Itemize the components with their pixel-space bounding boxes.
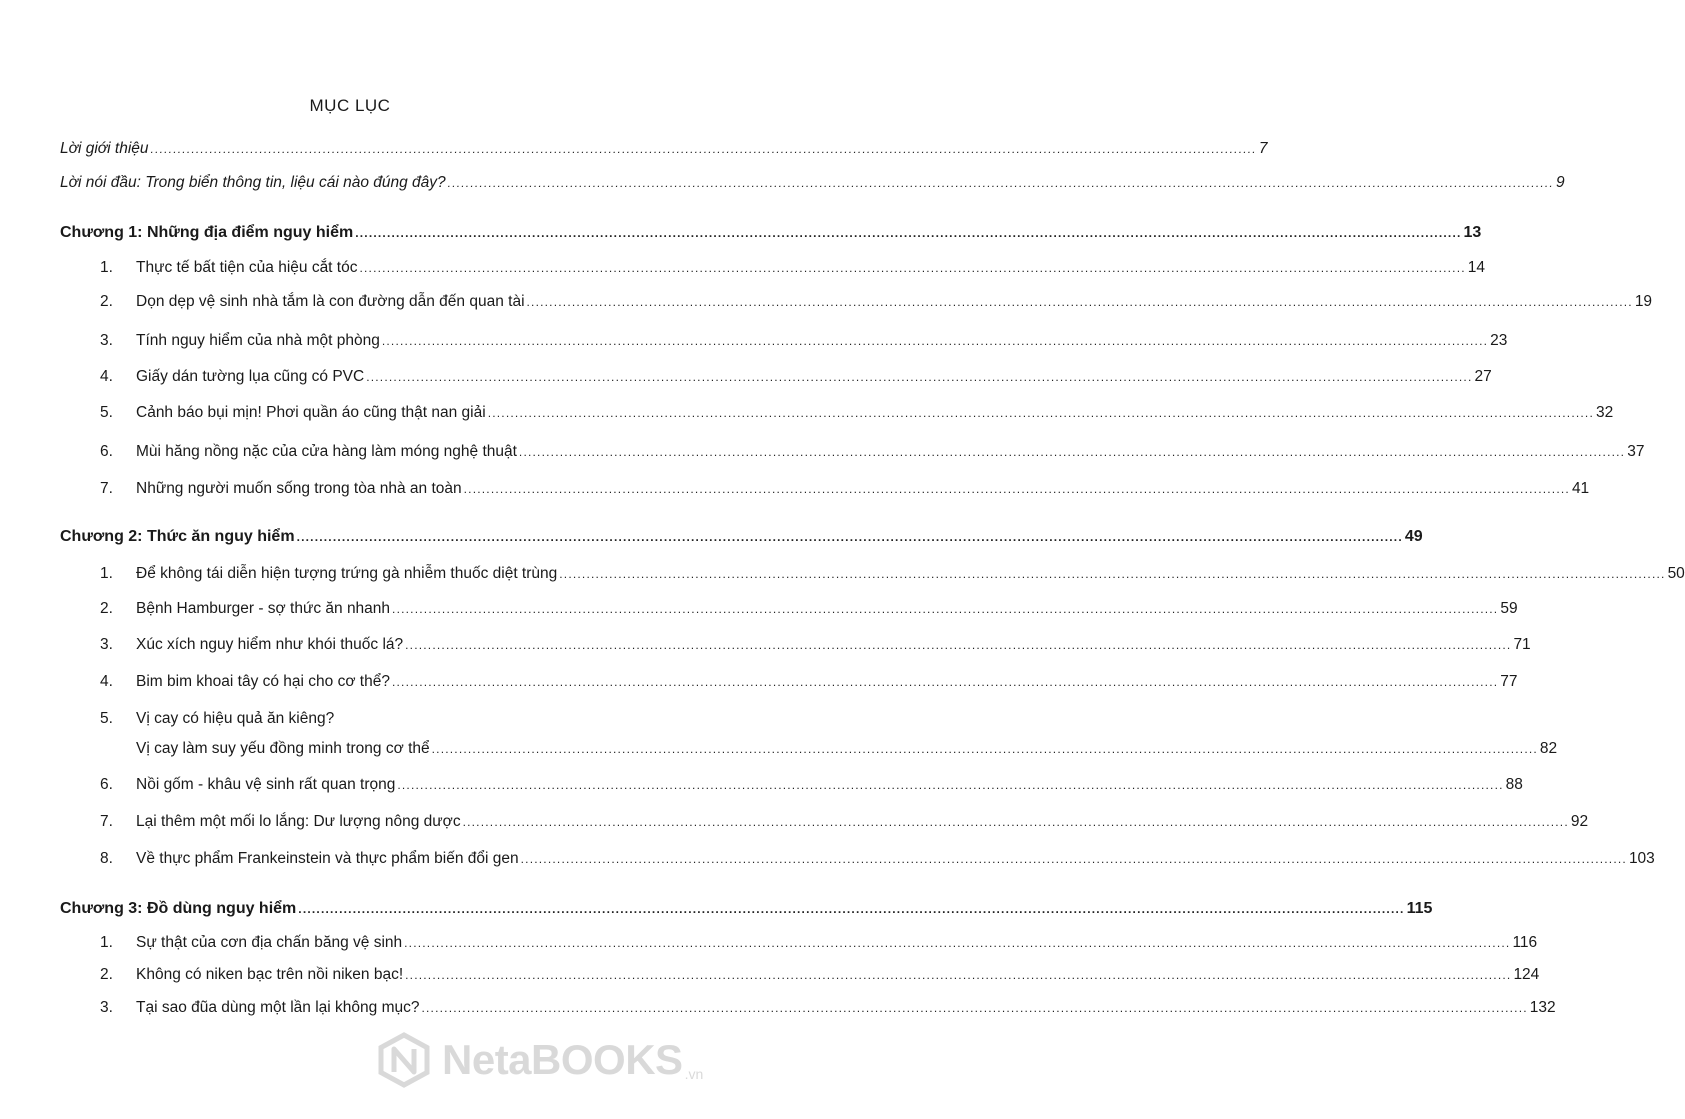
entry-page: 9 <box>1555 174 1565 191</box>
chapter-page: 115 <box>1406 900 1433 917</box>
entry-title: Vị cay có hiệu quả ăn kiêng? <box>136 710 335 727</box>
dot-leader: .................................................................................................................................................................................................................................................... <box>462 815 1569 829</box>
toc-entry[interactable] <box>100 850 1655 868</box>
entry-page: 19 <box>1634 293 1653 310</box>
entry-page: 92 <box>1570 813 1589 830</box>
dot-leader: .................................................................................................................................................................................................................................................... <box>405 638 1512 652</box>
dot-leader: .................................................................................................................................................................................................................................................... <box>405 968 1512 982</box>
entry-number: 4. <box>100 368 113 385</box>
toc-entry-preface[interactable] <box>60 174 1565 192</box>
chapter-page: 13 <box>1463 224 1482 241</box>
entry-title: Sự thật của cơn địa chấn băng vệ sinh <box>136 934 403 951</box>
dot-leader: .................................................................................................................................................................................................................................................... <box>392 602 1499 616</box>
toc-entry[interactable] <box>100 480 1590 498</box>
toc-entry[interactable] <box>100 600 1518 618</box>
entry-page: 82 <box>1539 740 1558 757</box>
dot-leader: .................................................................................................................................................................................................................................................... <box>520 852 1627 866</box>
entry-number: 5. <box>100 710 113 727</box>
dot-leader: .................................................................................................................................................................................................................................................... <box>404 936 1511 950</box>
toc-entry[interactable] <box>100 259 1486 277</box>
toc-entry[interactable] <box>100 368 1492 386</box>
entry-title: Nồi gốm - khâu vệ sinh rất quan trọng <box>136 776 396 793</box>
entry-title: Thực tế bất tiện của hiệu cắt tóc <box>136 259 358 276</box>
dot-leader: .................................................................................................................................................................................................................................................... <box>487 406 1594 420</box>
entry-title: Bim bim khoai tây có hại cho cơ thể? <box>136 673 390 690</box>
toc-entry[interactable] <box>100 565 1685 583</box>
entry-page: 59 <box>1500 600 1518 617</box>
dot-leader: .................................................................................................................................................................................................................................................... <box>355 226 1462 240</box>
toc-entry[interactable] <box>100 443 1645 461</box>
toc-entry[interactable] <box>100 332 1508 350</box>
toc-entry[interactable] <box>100 813 1589 831</box>
entry-number: 8. <box>100 850 113 867</box>
toc-entry-first-line[interactable] <box>100 710 626 728</box>
dot-leader: .................................................................................................................................................................................................................................................... <box>431 742 1538 756</box>
entry-title-continued: Vị cay làm suy yếu đồng minh trong cơ thể <box>136 740 430 757</box>
entry-title: Bệnh Hamburger - sợ thức ăn nhanh <box>136 600 391 617</box>
dot-leader: .................................................................................................................................................................................................................................................... <box>421 1001 1528 1015</box>
toc-chapter-3[interactable] <box>60 900 1433 918</box>
dot-leader: .................................................................................................................................................................................................................................................... <box>391 675 1499 689</box>
dot-leader: .................................................................................................................................................................................................................................................... <box>296 530 1403 544</box>
dot-leader: .................................................................................................................................................................................................................................................... <box>298 902 1405 916</box>
entry-number: 6. <box>100 776 113 793</box>
entry-title: Dọn dẹp vệ sinh nhà tắm là con đường dẫn đến quan tài <box>136 293 525 310</box>
entry-page: 103 <box>1628 850 1655 867</box>
entry-page: 88 <box>1505 776 1523 793</box>
entry-title: Lời giới thiệu <box>60 140 149 157</box>
dot-leader: .................................................................................................................................................................................................................................................... <box>359 261 1466 275</box>
watermark-brand: NetaBOOKS <box>442 1036 683 1083</box>
dot-leader: .................................................................................................................................................................................................................................................... <box>463 482 1570 496</box>
dot-leader: .................................................................................................................................................................................................................................................... <box>150 142 1257 156</box>
entry-page: 27 <box>1474 368 1492 385</box>
dot-leader: .................................................................................................................................................................................................................................................... <box>518 445 1626 459</box>
toc-entry[interactable] <box>100 673 1518 691</box>
dot-leader: .................................................................................................................................................................................................................................................... <box>526 295 1633 309</box>
entry-number: 1. <box>100 934 113 951</box>
entry-number: 5. <box>100 404 113 421</box>
toc-entry[interactable] <box>100 776 1523 794</box>
entry-title: Không có niken bạc trên nồi niken bạc! <box>136 966 404 983</box>
entry-page: 116 <box>1512 934 1538 951</box>
entry-number: 3. <box>100 636 113 653</box>
entry-title: Tại sao đũa dùng một lần lại không mục? <box>136 999 420 1016</box>
toc-chapter-2[interactable] <box>60 528 1423 546</box>
entry-title: Để không tái diễn hiện tượng trứng gà nhiễm thuốc diệt trùng <box>136 565 558 582</box>
toc-entry[interactable] <box>100 293 1653 311</box>
dot-leader: .................................................................................................................................................................................................................................................... <box>447 176 1554 190</box>
entry-page: 132 <box>1529 999 1556 1016</box>
toc-entry-intro[interactable] <box>60 140 1268 158</box>
entry-number: 7. <box>100 813 113 830</box>
entry-number: 1. <box>100 565 113 582</box>
entry-number: 3. <box>100 999 113 1016</box>
netabooks-logo-icon <box>376 1032 432 1088</box>
entry-title: Lại thêm một mối lo lắng: Dư lượng nông dược <box>136 813 461 830</box>
entry-title: Xúc xích nguy hiểm như khói thuốc lá? <box>136 636 404 653</box>
toc-entry[interactable] <box>100 636 1531 654</box>
entry-number: 3. <box>100 332 113 349</box>
entry-page: 124 <box>1513 966 1540 983</box>
entry-number: 2. <box>100 966 113 983</box>
toc-title: MỤC LỤC <box>309 96 391 115</box>
chapter-page: 49 <box>1404 528 1423 545</box>
entry-number: 7. <box>100 480 113 497</box>
toc-entry-second-line[interactable] <box>100 740 1558 758</box>
entry-title: Lời nói đầu: Trong biển thông tin, liệu cái nào đúng đây? <box>60 174 446 191</box>
dot-leader: .................................................................................................................................................................................................................................................... <box>397 778 1504 792</box>
entry-page: 37 <box>1627 443 1645 460</box>
entry-page: 14 <box>1467 259 1486 276</box>
entry-title: Cảnh báo bụi mịn! Phơi quần áo cũng thật nan giải <box>136 404 486 421</box>
entry-page: 23 <box>1490 332 1508 349</box>
entry-page: 50 <box>1667 565 1685 582</box>
chapter-title: Chương 3: Đồ dùng nguy hiểm <box>60 900 297 917</box>
toc-chapter-1[interactable] <box>60 224 1482 242</box>
entry-page: 7 <box>1258 140 1268 157</box>
entry-number: 2. <box>100 293 113 310</box>
toc-entry[interactable] <box>100 404 1614 422</box>
entry-page: 41 <box>1571 480 1590 497</box>
entry-page: 32 <box>1596 404 1614 421</box>
chapter-title: Chương 1: Những địa điểm nguy hiểm <box>60 224 354 241</box>
entry-number: 2. <box>100 600 113 617</box>
entry-page: 71 <box>1513 636 1531 653</box>
entry-page: 77 <box>1500 673 1518 690</box>
dot-leader: .................................................................................................................................................................................................................................................... <box>381 334 1489 348</box>
watermark-suffix: .vn <box>684 1066 704 1082</box>
toc-entry[interactable] <box>100 934 1538 952</box>
entry-title: Về thực phẩm Frankeinstein và thực phẩm biến đổi gen <box>136 850 519 867</box>
toc-entry[interactable] <box>100 966 1540 984</box>
entry-number: 4. <box>100 673 113 690</box>
entry-number: 6. <box>100 443 113 460</box>
entry-title: Những người muốn sống trong tòa nhà an toàn <box>136 480 462 497</box>
entry-title: Mùi hăng nồng nặc của cửa hàng làm móng nghệ thuật <box>136 443 517 460</box>
dot-leader: .................................................................................................................................................................................................................................................... <box>559 567 1666 581</box>
toc-entry[interactable] <box>100 999 1556 1017</box>
entry-title: Tính nguy hiểm của nhà một phòng <box>136 332 380 349</box>
netabooks-watermark <box>376 1024 704 1096</box>
chapter-title: Chương 2: Thức ăn nguy hiểm <box>60 528 295 545</box>
dot-leader: .................................................................................................................................................................................................................................................... <box>366 370 1473 384</box>
entry-title: Giấy dán tường lụa cũng có PVC <box>136 368 365 385</box>
entry-number: 1. <box>100 259 113 276</box>
